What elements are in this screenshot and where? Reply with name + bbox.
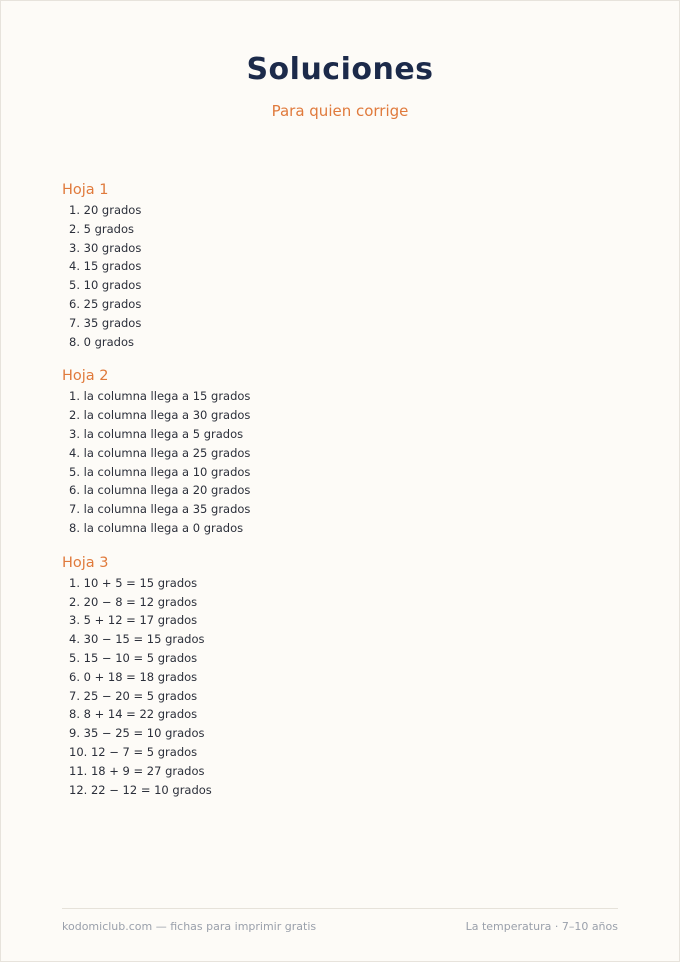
- answer-list: [62, 201, 250, 351]
- answer-item: 3. 5 + 12 = 17 grados: [69, 613, 198, 628]
- sheet-heading: Hoja 2: [62, 368, 109, 385]
- answer-list: [62, 387, 250, 537]
- footer-site-text: kodomiclub.com — fichas para imprimir gratis: [62, 920, 317, 933]
- answer-item: 2. 20 − 8 = 12 grados: [69, 594, 198, 609]
- answer-item: 10. 12 − 7 = 5 grados: [69, 744, 198, 759]
- answer-item: 7. la columna llega a 35 grados: [69, 502, 251, 517]
- answer-item: 3. la columna llega a 5 grados: [69, 426, 244, 441]
- answer-item: 4. 30 − 15 = 15 grados: [69, 632, 205, 647]
- answer-item: 1. 10 + 5 = 15 grados: [69, 575, 198, 590]
- answer-item: 11. 18 + 9 = 27 grados: [69, 763, 205, 778]
- answer-list: [62, 574, 250, 800]
- answer-item: 6. 0 + 18 = 18 grados: [69, 669, 198, 684]
- answer-item: 5. 15 − 10 = 5 grados: [69, 650, 198, 665]
- answer-item: 8. 0 grados: [69, 334, 135, 349]
- page-title: Soluciones: [246, 52, 434, 87]
- answer-item: 7. 35 grados: [69, 315, 142, 330]
- answer-item: 1. la columna llega a 15 grados: [69, 389, 251, 404]
- answer-item: 4. 15 grados: [69, 259, 142, 274]
- answer-item: 1. 20 grados: [69, 203, 142, 217]
- sheet-heading: Hoja 3: [62, 554, 109, 571]
- solutions-list: [62, 180, 250, 814]
- answer-item: 4. la columna llega a 25 grados: [69, 445, 251, 460]
- answer-item: 8. la columna llega a 0 grados: [69, 520, 244, 535]
- answer-item: 3. 30 grados: [69, 240, 142, 255]
- answer-item: 6. la columna llega a 20 grados: [69, 483, 251, 498]
- answer-item: 8. 8 + 14 = 22 grados: [69, 707, 198, 722]
- answer-item: 12. 22 − 12 = 10 grados: [69, 782, 212, 797]
- answer-item: 5. 10 grados: [69, 278, 142, 293]
- sheet-heading: Hoja 1: [62, 182, 109, 198]
- answer-item: 2. 5 grados: [69, 221, 135, 236]
- footer-topic-text: La temperatura · 7–10 años: [465, 920, 618, 933]
- sheet-3-section: [62, 553, 250, 800]
- sheet-2-section: [62, 366, 250, 537]
- answer-item: 7. 25 − 20 = 5 grados: [69, 688, 198, 703]
- answer-item: 6. 25 grados: [69, 296, 142, 311]
- answer-item: 9. 35 − 25 = 10 grados: [69, 726, 205, 741]
- answer-item: 2. la columna llega a 30 grados: [69, 408, 251, 423]
- answer-item: 5. la columna llega a 10 grados: [69, 464, 251, 479]
- sheet-1-section: [62, 180, 250, 351]
- footer-divider: [62, 908, 618, 909]
- page-subtitle: Para quien corrige: [271, 102, 409, 120]
